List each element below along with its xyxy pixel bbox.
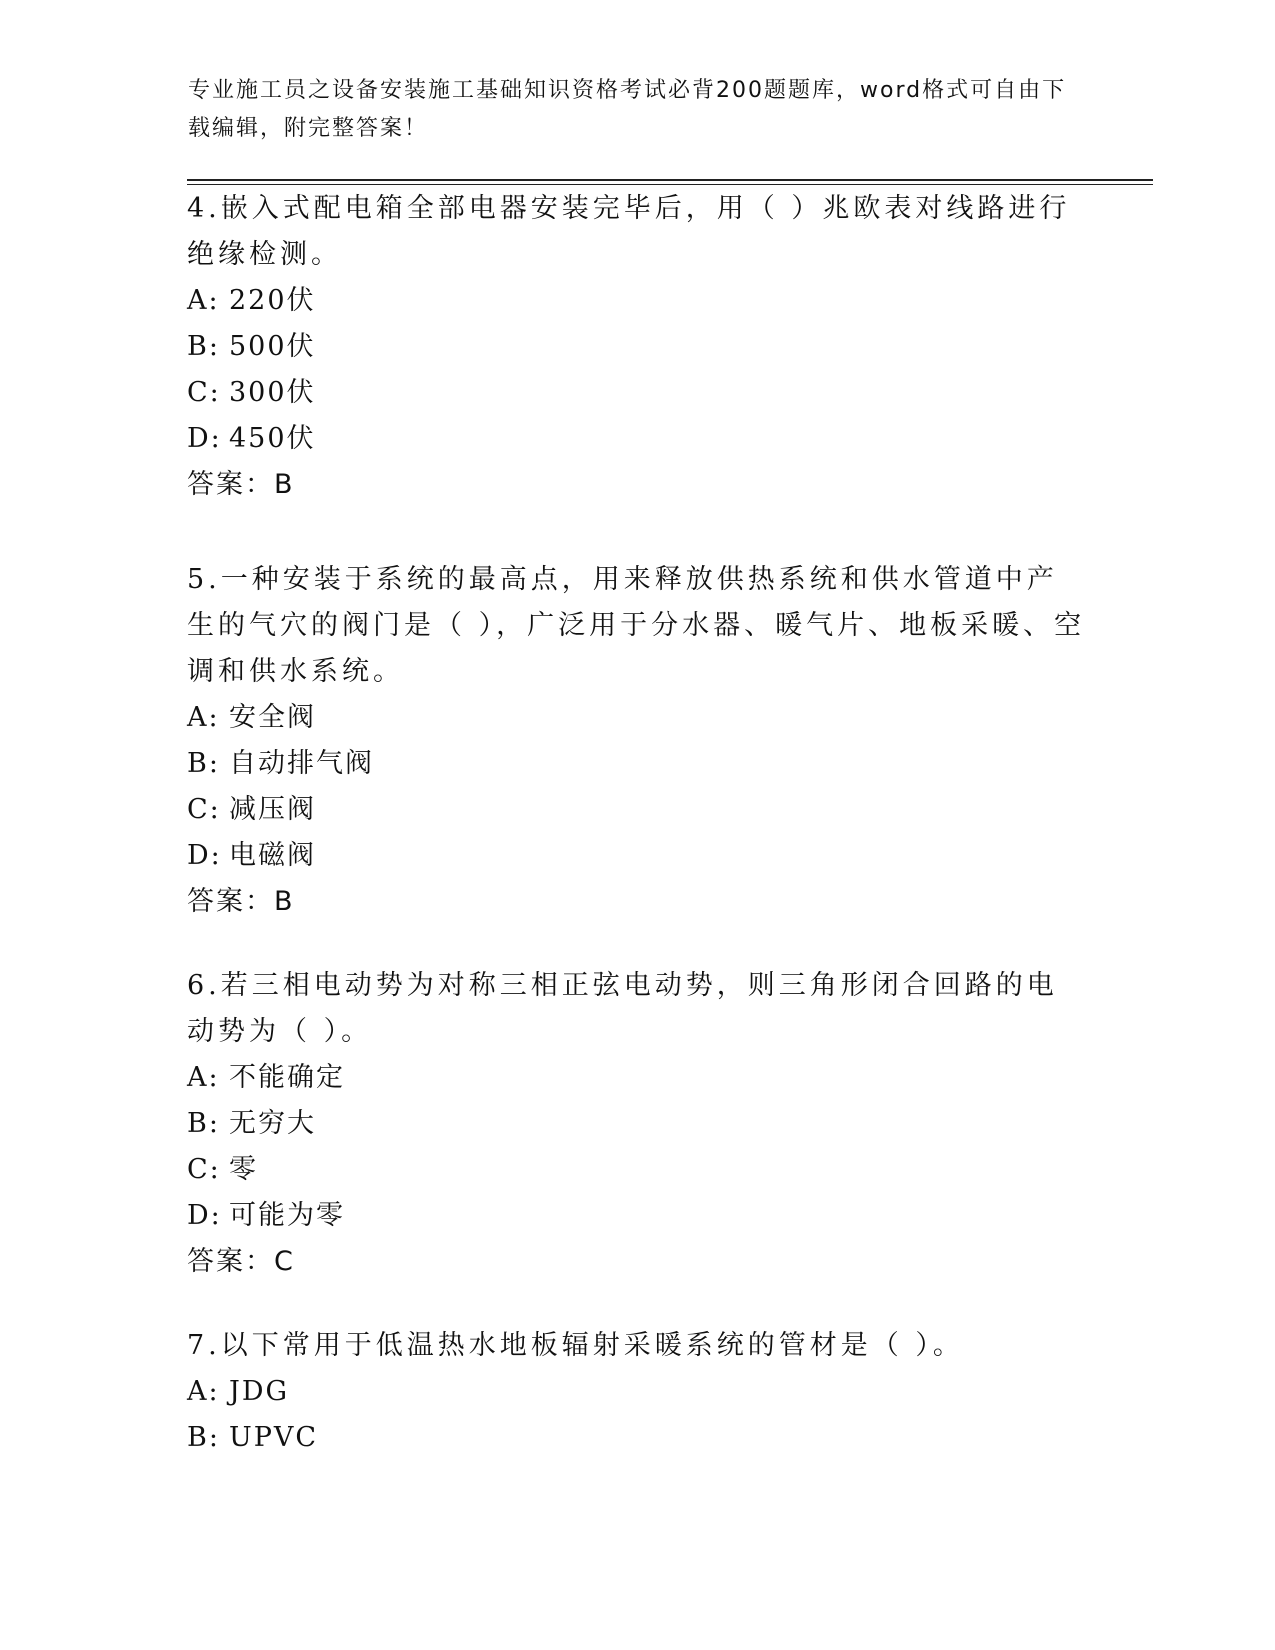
option-b — [187, 1101, 1087, 1147]
option-value: 300伏 — [229, 377, 316, 408]
option-key: D: — [187, 1200, 222, 1231]
option-c — [187, 1147, 1087, 1193]
option-a — [187, 1055, 1087, 1101]
option-c — [187, 787, 1087, 833]
option-value: 安全阀 — [229, 702, 316, 733]
option-value: 电磁阀 — [229, 840, 316, 871]
option-key: B: — [187, 748, 220, 779]
option-a — [187, 278, 1087, 324]
question-5 — [187, 557, 1087, 925]
option-a — [187, 695, 1087, 741]
answer: 答案：B — [187, 469, 295, 500]
header-rule-thin — [187, 184, 1153, 185]
answer: 答案：B — [187, 886, 295, 917]
answer: 答案：C — [187, 1246, 295, 1277]
option-value: 500伏 — [229, 331, 316, 362]
option-b — [187, 324, 1087, 370]
option-key: B: — [187, 331, 220, 362]
document-header: 专业施工员之设备安装施工基础知识资格考试必背200题题库，word格式可自由下载编辑，附完整答案！ — [188, 78, 1067, 141]
option-key: D: — [187, 423, 222, 454]
option-c — [187, 370, 1087, 416]
option-key: A: — [187, 1062, 220, 1093]
option-key: B: — [187, 1108, 220, 1139]
option-d — [187, 416, 1087, 462]
option-key: D: — [187, 840, 222, 871]
option-value: 不能确定 — [229, 1062, 345, 1093]
option-d — [187, 833, 1087, 879]
option-key: A: — [187, 1376, 220, 1407]
option-key: A: — [187, 285, 220, 316]
option-key: A: — [187, 702, 220, 733]
option-b — [187, 741, 1087, 787]
option-key: C: — [187, 1154, 221, 1185]
option-value: JDG — [229, 1376, 290, 1407]
option-value: 减压阀 — [229, 794, 316, 825]
question-text: 5.一种安装于系统的最高点，用来释放供热系统和供水管道中产生的气穴的阀门是（ ），广泛用于分水器、暖气片、地板采暖、空调和供水系统。 — [187, 564, 1086, 687]
question-6 — [187, 963, 1087, 1285]
option-key: C: — [187, 794, 221, 825]
option-value: 自动排气阀 — [229, 748, 374, 779]
option-a — [187, 1369, 1087, 1415]
option-value: 可能为零 — [229, 1200, 345, 1231]
option-value: 无穷大 — [229, 1108, 316, 1139]
question-text: 6.若三相电动势为对称三相正弦电动势，则三角形闭合回路的电动势为（ ）。 — [187, 970, 1058, 1047]
option-value: UPVC — [229, 1422, 319, 1453]
question-text: 4.嵌入式配电箱全部电器安装完毕后，用（ ）兆欧表对线路进行绝缘检测。 — [187, 193, 1071, 270]
question-4 — [187, 186, 1087, 508]
option-value: 450伏 — [229, 423, 316, 454]
option-d — [187, 1193, 1087, 1239]
header-rule-thick — [187, 179, 1153, 181]
option-key: C: — [187, 377, 221, 408]
option-value: 零 — [229, 1154, 258, 1185]
question-text: 7.以下常用于低温热水地板辐射采暖系统的管材是（ ）。 — [187, 1330, 964, 1361]
option-value: 220伏 — [229, 285, 316, 316]
option-key: B: — [187, 1422, 220, 1453]
option-b — [187, 1415, 1087, 1461]
question-7 — [187, 1323, 1087, 1461]
